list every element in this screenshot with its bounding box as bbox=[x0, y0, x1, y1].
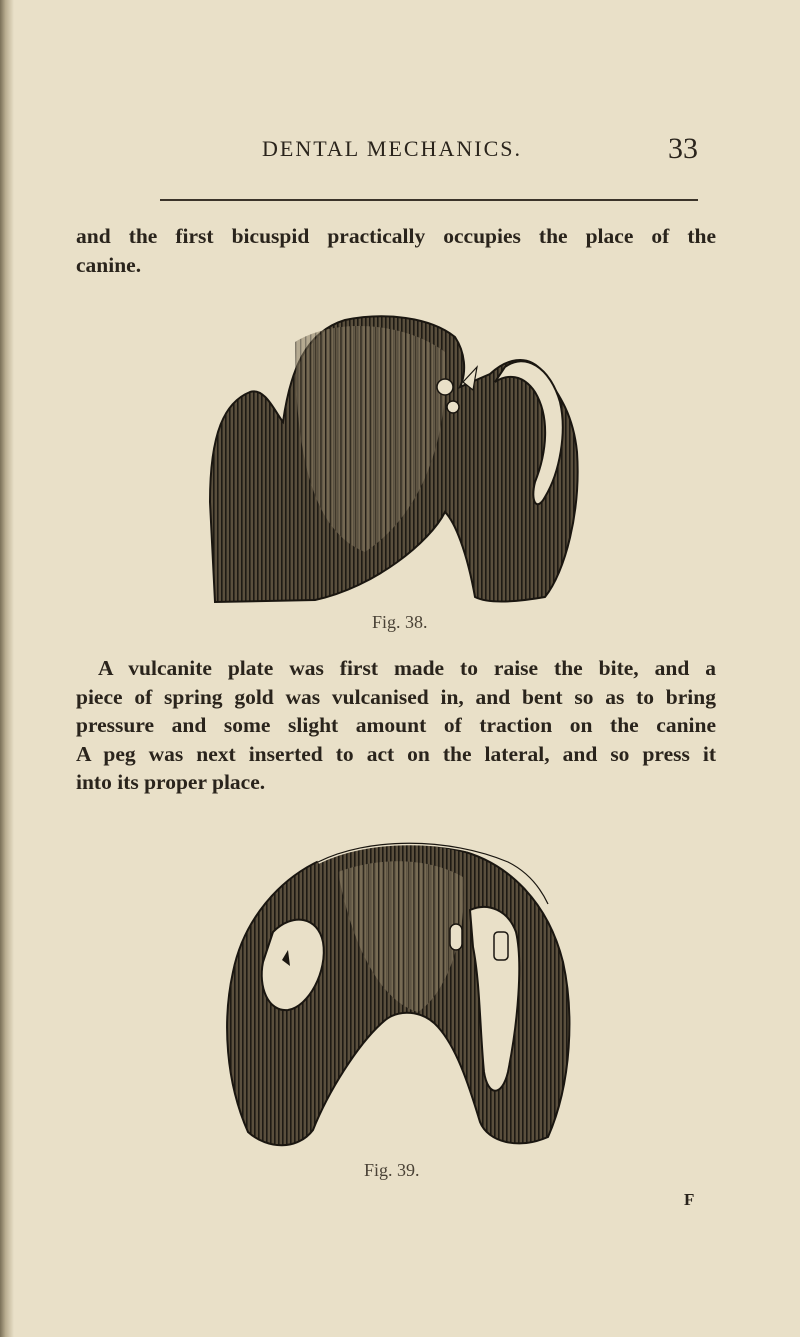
text-line: and the first bicuspid practically occupies the place of the bbox=[76, 224, 716, 248]
running-head bbox=[0, 132, 800, 172]
figure-39-illustration bbox=[218, 832, 578, 1152]
text-line: canine. bbox=[76, 252, 142, 277]
text-line: pressure and some slight amount of traction on the canine bbox=[76, 713, 716, 737]
page-binding-edge bbox=[0, 0, 14, 1337]
figure-39-caption: Fig. 39. bbox=[364, 1160, 420, 1180]
figure-38-engraving bbox=[205, 312, 585, 607]
page-number: 33 bbox=[668, 132, 698, 165]
text-line: piece of spring gold was vulcanised in, and bent so as to bring bbox=[76, 684, 716, 709]
text-line: into its proper place. bbox=[76, 770, 266, 794]
figure-38-caption: Fig. 38. bbox=[372, 612, 428, 632]
running-title: DENTAL MECHANICS. bbox=[262, 136, 522, 161]
signature-mark: F bbox=[684, 1190, 695, 1209]
paragraph-2 bbox=[76, 654, 716, 797]
text-line: A peg was next inserted to act on the lateral, and so press it bbox=[76, 741, 716, 766]
figure-39-engraving bbox=[218, 832, 578, 1152]
header-rule bbox=[160, 199, 698, 201]
text-line: A vulcanite plate was first made to raise the bite, and a bbox=[98, 656, 716, 680]
paragraph-1 bbox=[76, 222, 716, 279]
figure-38-illustration bbox=[205, 312, 585, 607]
